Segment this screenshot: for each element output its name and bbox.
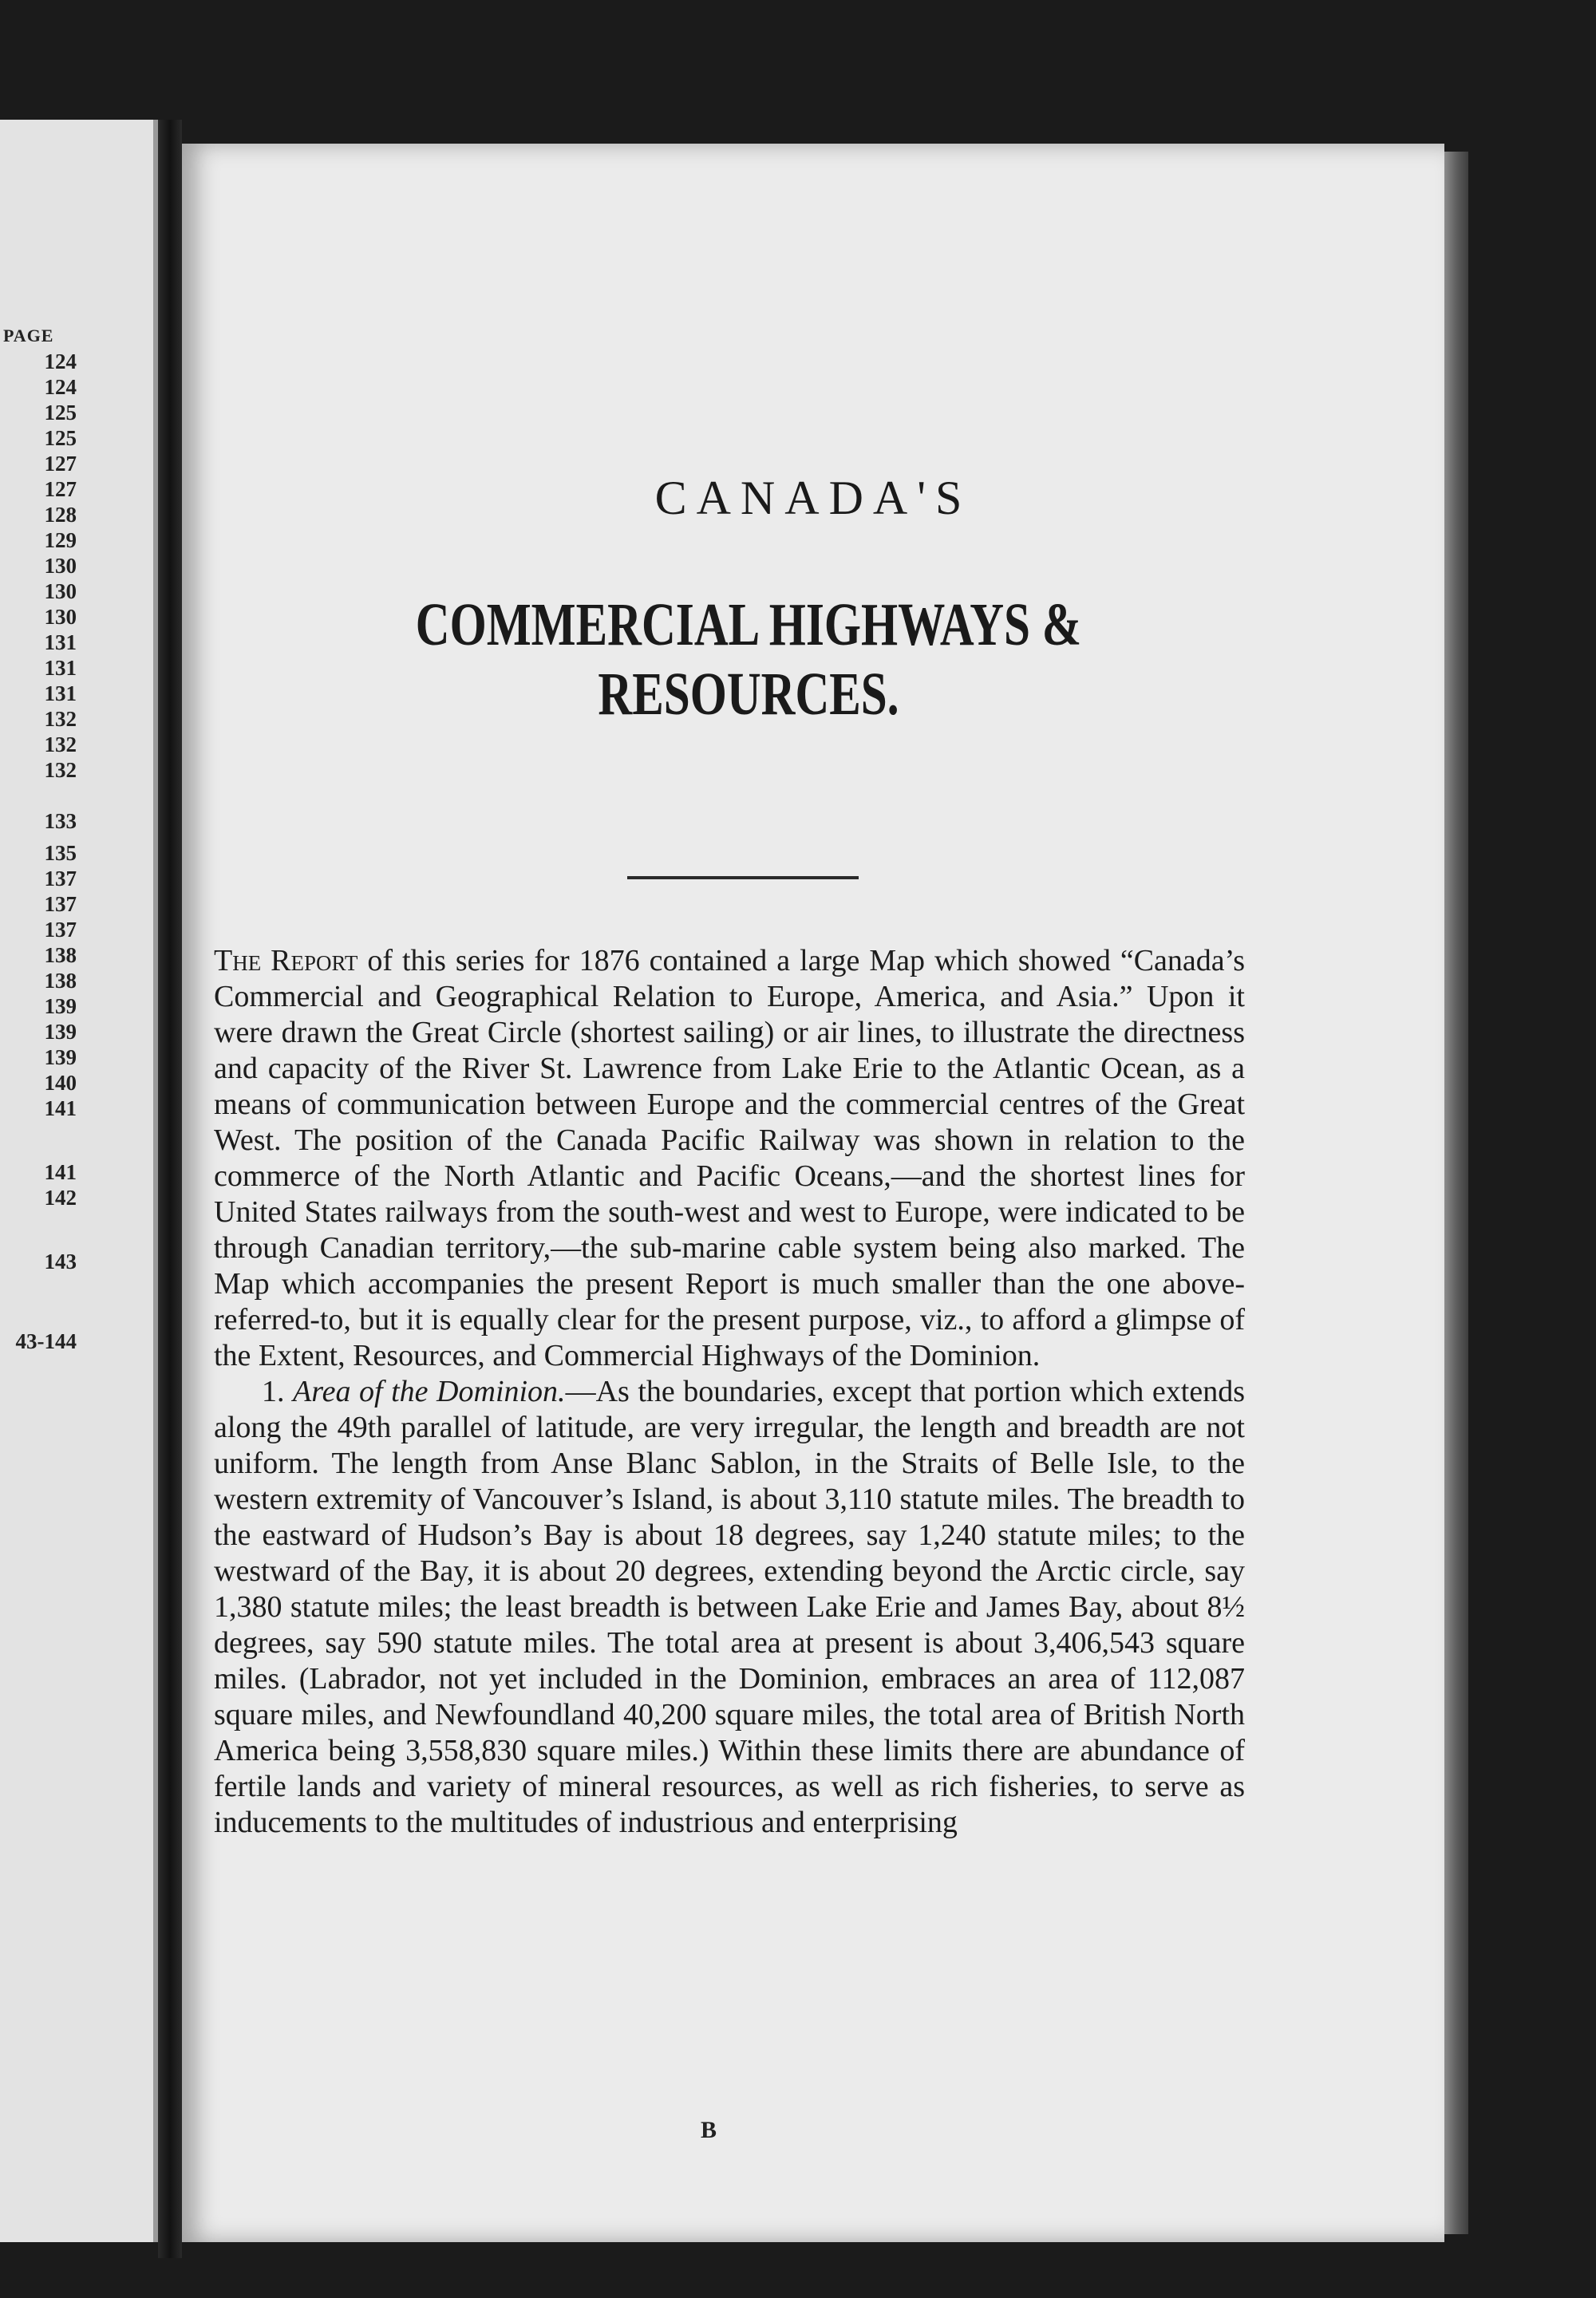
section-number: 1. <box>262 1375 285 1408</box>
paragraph-1-text: of this series for 1876 contained a large Map which showed “Canada’s Commercial and Geographical Relation to Europe, America, and Asia.” Upon it were drawn the Great Circle (shortest sailing) or air lines, to illustrate the directness and capacity of the River St. Lawrence from Lake Erie to the Atlantic Ocean, as a means of communication between Europe and the commercial centres of the Great West. The position of the Canada Pacific Railway was shown in relation to the commerce of the North Atlantic and Pacific Oceans,—and the shortest lines for United States railways from the south-west and west to Europe, were indicated to be through Canadian territory,—the sub-marine cable system being also marked. The Map which accompanies the present Report is much smaller than the one above-referred-to, but it is equally clear for the present purpose, viz., to afford a glimpse of the Extent, Resources, and Commercial Highways of the Dominion. <box>214 944 1246 1372</box>
page-number: 133 <box>44 809 77 833</box>
page-number: 137 <box>44 918 77 942</box>
page-number: 138 <box>44 943 77 967</box>
title-line-2: COMMERCIAL HIGHWAYS & RESOURCES. <box>415 591 1082 728</box>
paragraph-2 <box>214 1374 1245 1841</box>
lead-word-report: Report <box>271 944 358 977</box>
page-number: 143 <box>44 1250 77 1273</box>
page-number: 132 <box>44 758 77 782</box>
page-number: 124 <box>44 375 77 399</box>
page-number: 130 <box>44 579 77 603</box>
page-number: 139 <box>44 1045 77 1069</box>
page-number: 132 <box>44 707 77 731</box>
page-number: 132 <box>44 732 77 756</box>
folio-signature: B <box>701 2117 717 2143</box>
page-number: 124 <box>44 349 77 373</box>
book-gutter <box>158 120 182 2258</box>
page-number: 135 <box>44 841 77 865</box>
page-number: 125 <box>44 401 77 424</box>
paragraph-1 <box>214 943 1245 1374</box>
lead-word-the: The <box>214 944 262 977</box>
left-page <box>0 120 158 2242</box>
page-number: 125 <box>44 426 77 450</box>
page-number: 137 <box>44 892 77 916</box>
page-number: 130 <box>44 605 77 629</box>
body-text <box>214 943 1245 1841</box>
page-number: 128 <box>44 503 77 527</box>
page-number: 139 <box>44 1020 77 1044</box>
section-heading: Area of the Dominion. <box>293 1375 566 1408</box>
page-number: 141 <box>44 1096 77 1120</box>
paragraph-2-text: —As the boundaries, except that portion which extends along the 49th parallel of latitude, are very irregular, the length and breadth are not uniform. The length from Anse Blanc Sablon, in the Straits of Belle Isle, to the western extremity of Vancouver’s Island, is about 3,110 statute miles. The breadth to the eastward of Hudson’s Bay is about 18 degrees, say 1,240 statute miles; to the westward of the Bay, it is about 20 degrees, extending beyond the Arctic circle, say 1,380 statute miles; the least breadth is between Lake Erie and James Bay, about 8½ degrees, say 590 statute miles. The total area at present is about 3,406,543 square miles. (Labrador, not yet included in the Dominion, embraces an area of 112,087 square miles, and Newfoundland 40,200 square miles, the total area of British North America being 3,558,830 square miles.) Within these limits there are abundance of fertile lands and variety of mineral resources, as well as rich fisheries, to serve as inducements to the multitudes of industrious and enterprising <box>214 1375 1245 1839</box>
page-number: 129 <box>44 528 77 552</box>
page-number: 131 <box>44 656 77 680</box>
page-number: 131 <box>44 630 77 654</box>
page-number: 127 <box>44 452 77 476</box>
page-number: 141 <box>44 1160 77 1184</box>
page-number: 127 <box>44 477 77 501</box>
page-number: 139 <box>44 994 77 1018</box>
page-number: 140 <box>44 1071 77 1095</box>
page-number: 130 <box>44 554 77 578</box>
page-number: 142 <box>44 1186 77 1210</box>
page-edge <box>1444 152 1468 2234</box>
title-line-1: CANADA'S <box>654 472 972 524</box>
right-page <box>182 144 1444 2242</box>
page-number: 131 <box>44 681 77 705</box>
page-number: 137 <box>44 867 77 890</box>
title-divider <box>627 876 859 879</box>
page-number: 43-144 <box>15 1329 77 1353</box>
page-column-header: PAGE <box>3 326 54 345</box>
page-number: 138 <box>44 969 77 993</box>
